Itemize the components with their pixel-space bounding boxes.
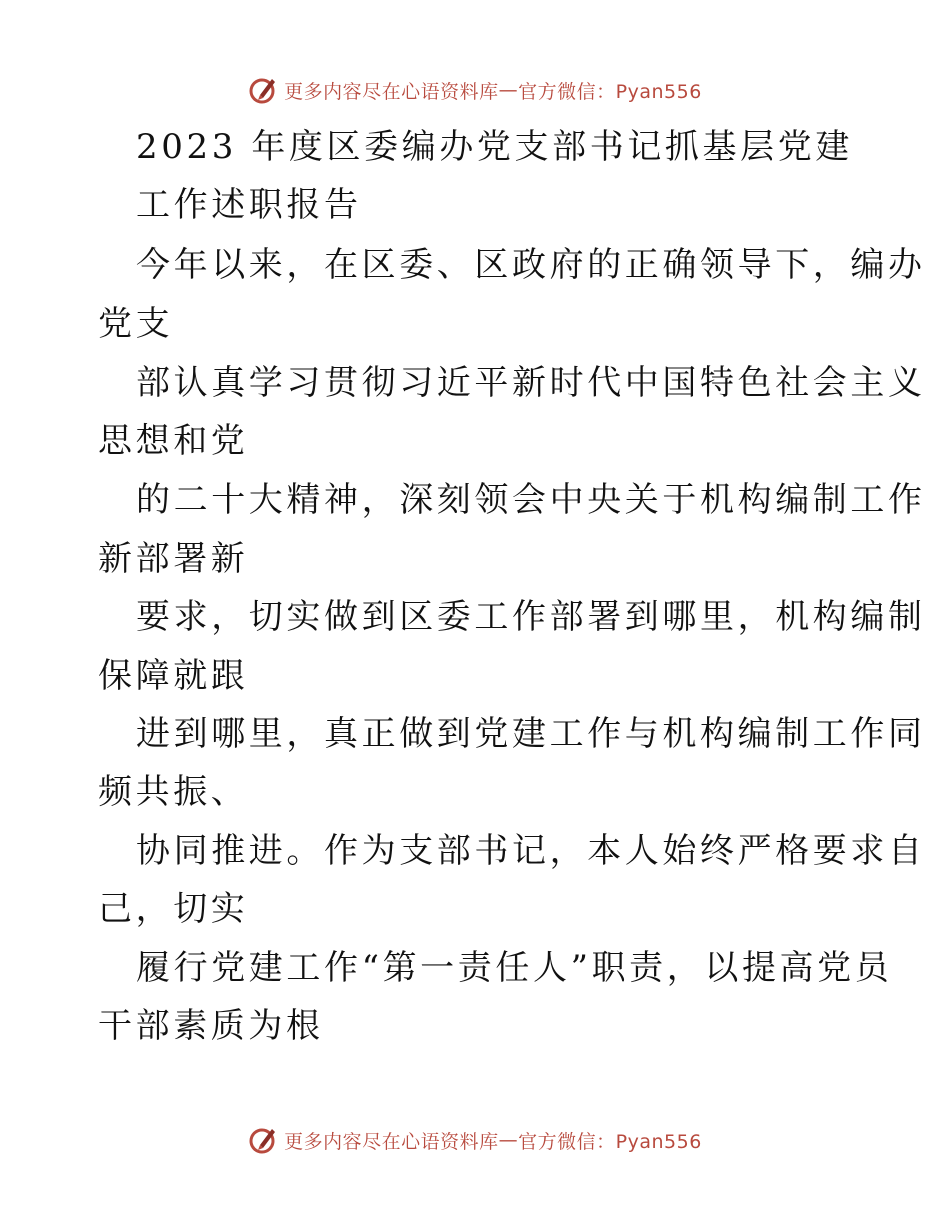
watermark-brand: 更多内容尽在心语资料库 [284,1130,499,1153]
footer-watermark [0,1120,950,1160]
body-line: 要求，切实做到区委工作部署到哪里，机构编制 [136,597,926,637]
body-line: 协同推进。作为支部书记，本人始终严格要求自 [136,831,926,871]
body-line: 保障就跟 [98,656,249,696]
body-line: 党支 [98,304,174,344]
document-title-line-2: 工作述职报告 [136,185,362,225]
pen-logo-icon [248,75,278,105]
pen-logo-icon [248,1125,278,1155]
body-line: 干部素质为根 [98,1006,324,1046]
watermark-contact: 官方微信：Pyan556 [518,1130,702,1153]
body-line: 部认真学习贯彻习近平新时代中国特色社会主义 [136,363,926,403]
watermark-brand: 更多内容尽在心语资料库 [284,80,499,103]
watermark-contact: 官方微信：Pyan556 [518,80,702,103]
body-line: 履行党建工作“第一责任人”职责，以提高党员 [136,948,893,988]
body-line: 今年以来，在区委、区政府的正确领导下，编办 [136,245,926,285]
body-line: 己，切实 [98,889,249,929]
body-line: 新部署新 [98,539,249,579]
body-line: 频共振、 [98,772,249,812]
body-line: 思想和党 [98,421,249,461]
document-title-line-1: 2023 年度区委编办党支部书记抓基层党建 [136,127,853,167]
header-watermark [0,70,950,110]
watermark-dash: — [498,1129,519,1151]
body-line: 的二十大精神，深刻领会中央关于机构编制工作 [136,480,926,520]
body-line: 进到哪里，真正做到党建工作与机构编制工作同 [136,714,926,754]
watermark-dash: — [498,79,519,101]
